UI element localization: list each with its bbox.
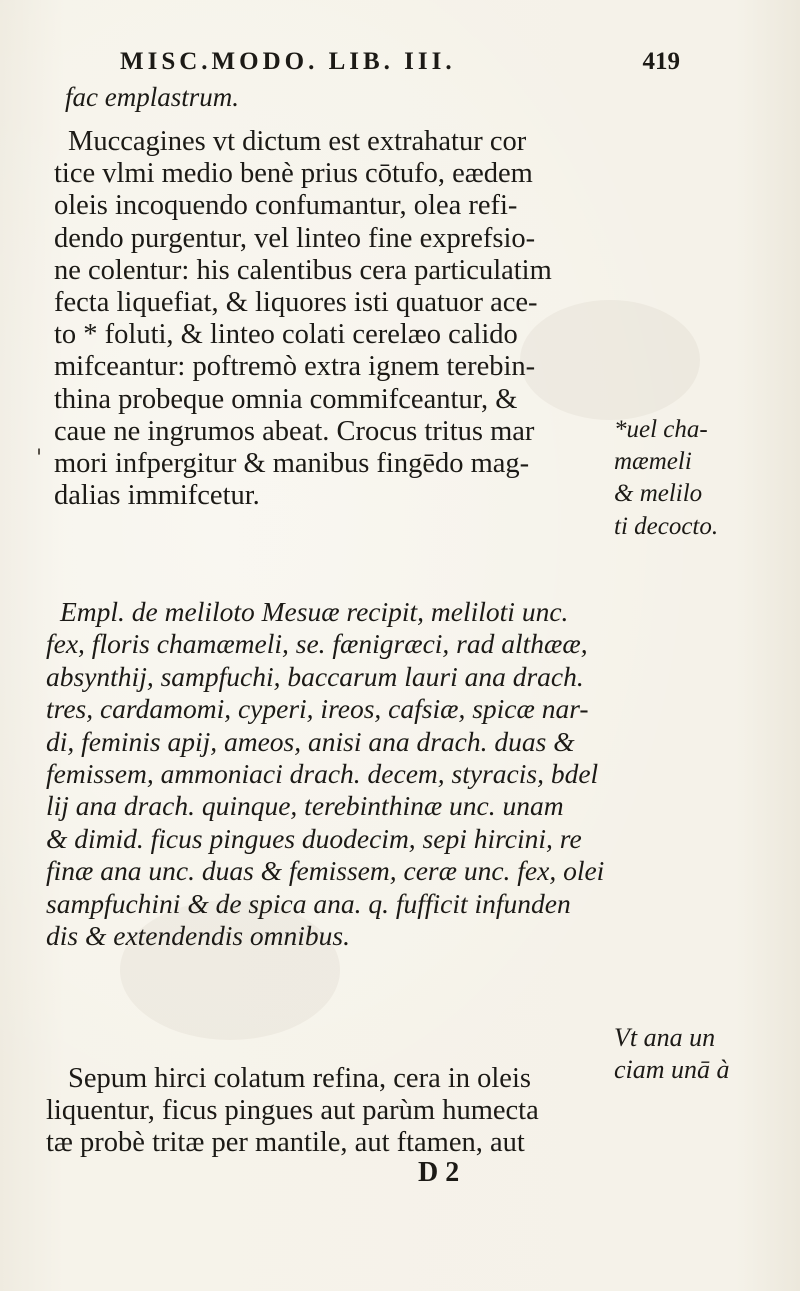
page-header <box>120 20 680 80</box>
recipe-line: femissem, ammoniaci drach. decem, styracis, bdel <box>46 758 599 790</box>
text-line: liquentur, ficus pingues aut parùm humecta <box>46 1095 539 1127</box>
margin-note-line: ti decocto. <box>614 512 719 540</box>
text-line: mori infpergitur & manibus fingēdo mag- <box>54 448 530 480</box>
text-line: Sepum hirci colatum refina, cera in oleis <box>68 1063 531 1094</box>
margin-note-line: ciam unā à <box>614 1055 730 1085</box>
recipe-line: absynthij, sampfuchi, baccarum lauri ana drach. <box>46 660 584 692</box>
page-number: 419 <box>642 48 680 75</box>
margin-note-line: *uel cha- <box>614 416 708 443</box>
margin-note-1 <box>614 414 794 543</box>
recipe-line: tres, cardamomi, cyperi, ireos, cafsiæ, spicæ nar- <box>46 693 589 725</box>
text-line: to * foluti, & linteo colati cerelæo calido <box>54 319 518 351</box>
recipe-line: finæ ana unc. duas & femissem, ceræ unc. fex, olei <box>46 855 605 887</box>
margin-mark: ' <box>36 446 43 471</box>
text-line: fecta liquefiat, & liquores isti quatuor ace- <box>54 287 538 319</box>
text-line: oleis incoquendo confumantur, olea refi- <box>54 190 518 222</box>
text-line: caue ne ingrumos abeat. Crocus tritus mar <box>54 415 535 447</box>
recipe-line: & dimid. ficus pingues duodecim, sepi hircini, re <box>46 822 582 854</box>
recipe-block <box>46 596 606 952</box>
text-line: dendo purgentur, vel linteo fine exprefsio- <box>54 222 536 254</box>
running-head: MISC.MODO. LIB. III. <box>120 48 456 75</box>
margin-note-line: & melilo <box>614 480 703 508</box>
recipe-line: sampfuchini & de spica ana. q. fufficit infunden <box>46 887 571 919</box>
recipe-line: Empl. de meliloto Mesuæ recipit, meliloti unc. <box>60 596 569 627</box>
margin-note-2 <box>614 1022 794 1086</box>
margin-note-line: Vt ana un <box>614 1023 716 1052</box>
text-line: tice vlmi medio benè prius cōtufo, eædem <box>54 158 533 190</box>
text-line: dalias immifcetur. <box>54 480 260 512</box>
recipe-line: lij ana drach. quinque, terebinthinæ unc. unam <box>46 790 564 822</box>
recipe-line: di, feminis apij, ameos, anisi ana drach. duas & <box>46 725 575 757</box>
text-line: thina probeque omnia commifceantur, & <box>54 383 518 415</box>
paragraph-2 <box>46 1063 606 1160</box>
text-line: Muccagines vt dictum est extrahatur cor <box>68 126 527 157</box>
text-line: ne colentur: his calentibus cera particulatim <box>54 254 552 286</box>
paragraph-1 <box>46 126 606 512</box>
recipe-line: fex, floris chamæmeli, se. fænigræci, rad althææ, <box>46 628 588 660</box>
section-caption: fac emplastrum. <box>65 82 239 112</box>
recipe-line: dis & extendendis omnibus. <box>46 920 350 952</box>
text-line: tæ probè tritæ per mantile, aut ftamen, aut <box>46 1127 525 1159</box>
text-line: mifceantur: poftremò extra ignem terebin- <box>54 351 536 383</box>
margin-note-line: mæmeli <box>614 448 692 476</box>
signature-mark: D 2 <box>418 1157 460 1188</box>
